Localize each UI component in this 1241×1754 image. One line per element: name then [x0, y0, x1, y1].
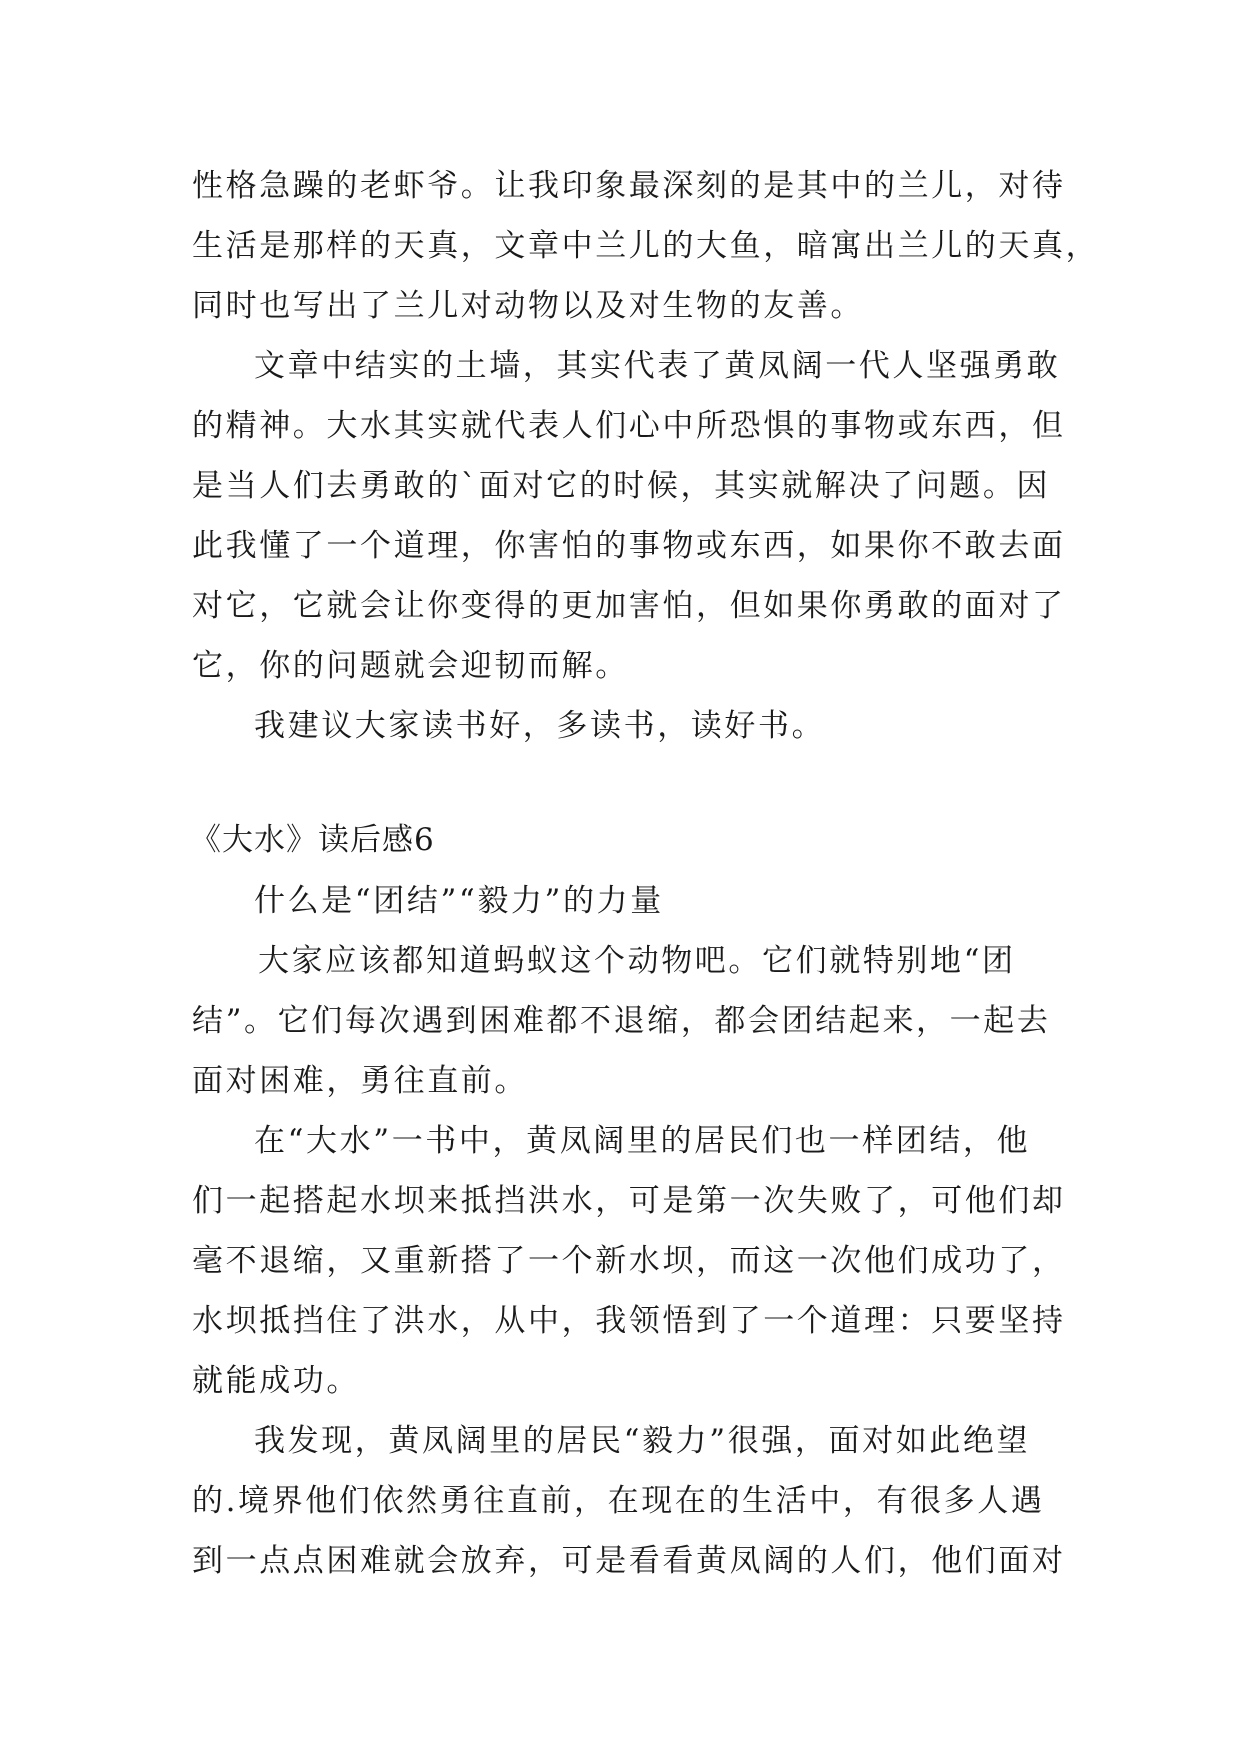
text-line: 是当人们去勇敢的`面对它的时候，其实就解决了问题。因	[192, 468, 1051, 504]
text-line: 它，你的问题就会迎韧而解。	[192, 648, 629, 684]
paragraph-start-line: 文章中结实的土墙，其实代表了黄凤阔一代人坚强勇敢	[254, 348, 1061, 384]
text-line: 结”。它们每次遇到困难都不退缩，都会团结起来，一起去	[192, 1003, 1051, 1039]
text-line: 性格急躁的老虾爷。让我印象最深刻的是其中的兰儿，对待	[192, 168, 1066, 204]
paragraph-start-line: 我发现，黄凤阔里的居民“毅力”很强，面对如此绝望	[254, 1423, 1031, 1459]
text-line: 生活是那样的天真，文章中兰儿的大鱼，暗寓出兰儿的天真，	[192, 228, 1100, 264]
text-line: 的.境界他们依然勇往直前，在现在的生活中，有很多人遇	[192, 1483, 1045, 1519]
paragraph-start-line: 大家应该都知道蚂蚁这个动物吧。它们就特别地“团	[258, 943, 1016, 979]
subtitle-line: 什么是“团结”“毅力”的力量	[254, 883, 664, 919]
text-line: 就能成功。	[192, 1363, 360, 1399]
text-line: 对它，它就会让你变得的更加害怕，但如果你勇敢的面对了	[192, 588, 1066, 624]
text-line: 的精神。大水其实就代表人们心中所恐惧的事物或东西，但	[192, 408, 1066, 444]
text-line: 此我懂了一个道理，你害怕的事物或东西，如果你不敢去面	[192, 528, 1066, 564]
paragraph-start-line: 我建议大家读书好，多读书，读好书。	[254, 708, 826, 744]
text-line: 面对困难，勇往直前。	[192, 1063, 528, 1099]
text-line: 到一点点困难就会放弃，可是看看黄凤阔的人们，他们面对	[192, 1543, 1066, 1579]
text-line: 们一起搭起水坝来抵挡洪水，可是第一次失败了，可他们却	[192, 1183, 1066, 1219]
section-title: 《大水》读后感6	[190, 822, 435, 858]
paragraph-start-line: 在“大水”一书中，黄凤阔里的居民们也一样团结，他	[254, 1123, 1031, 1159]
text-line: 毫不退缩，又重新搭了一个新水坝，而这一次他们成功了，	[192, 1243, 1066, 1279]
text-line: 水坝抵挡住了洪水，从中，我领悟到了一个道理：只要坚持	[192, 1303, 1066, 1339]
text-line: 同时也写出了兰儿对动物以及对生物的友善。	[192, 288, 864, 324]
